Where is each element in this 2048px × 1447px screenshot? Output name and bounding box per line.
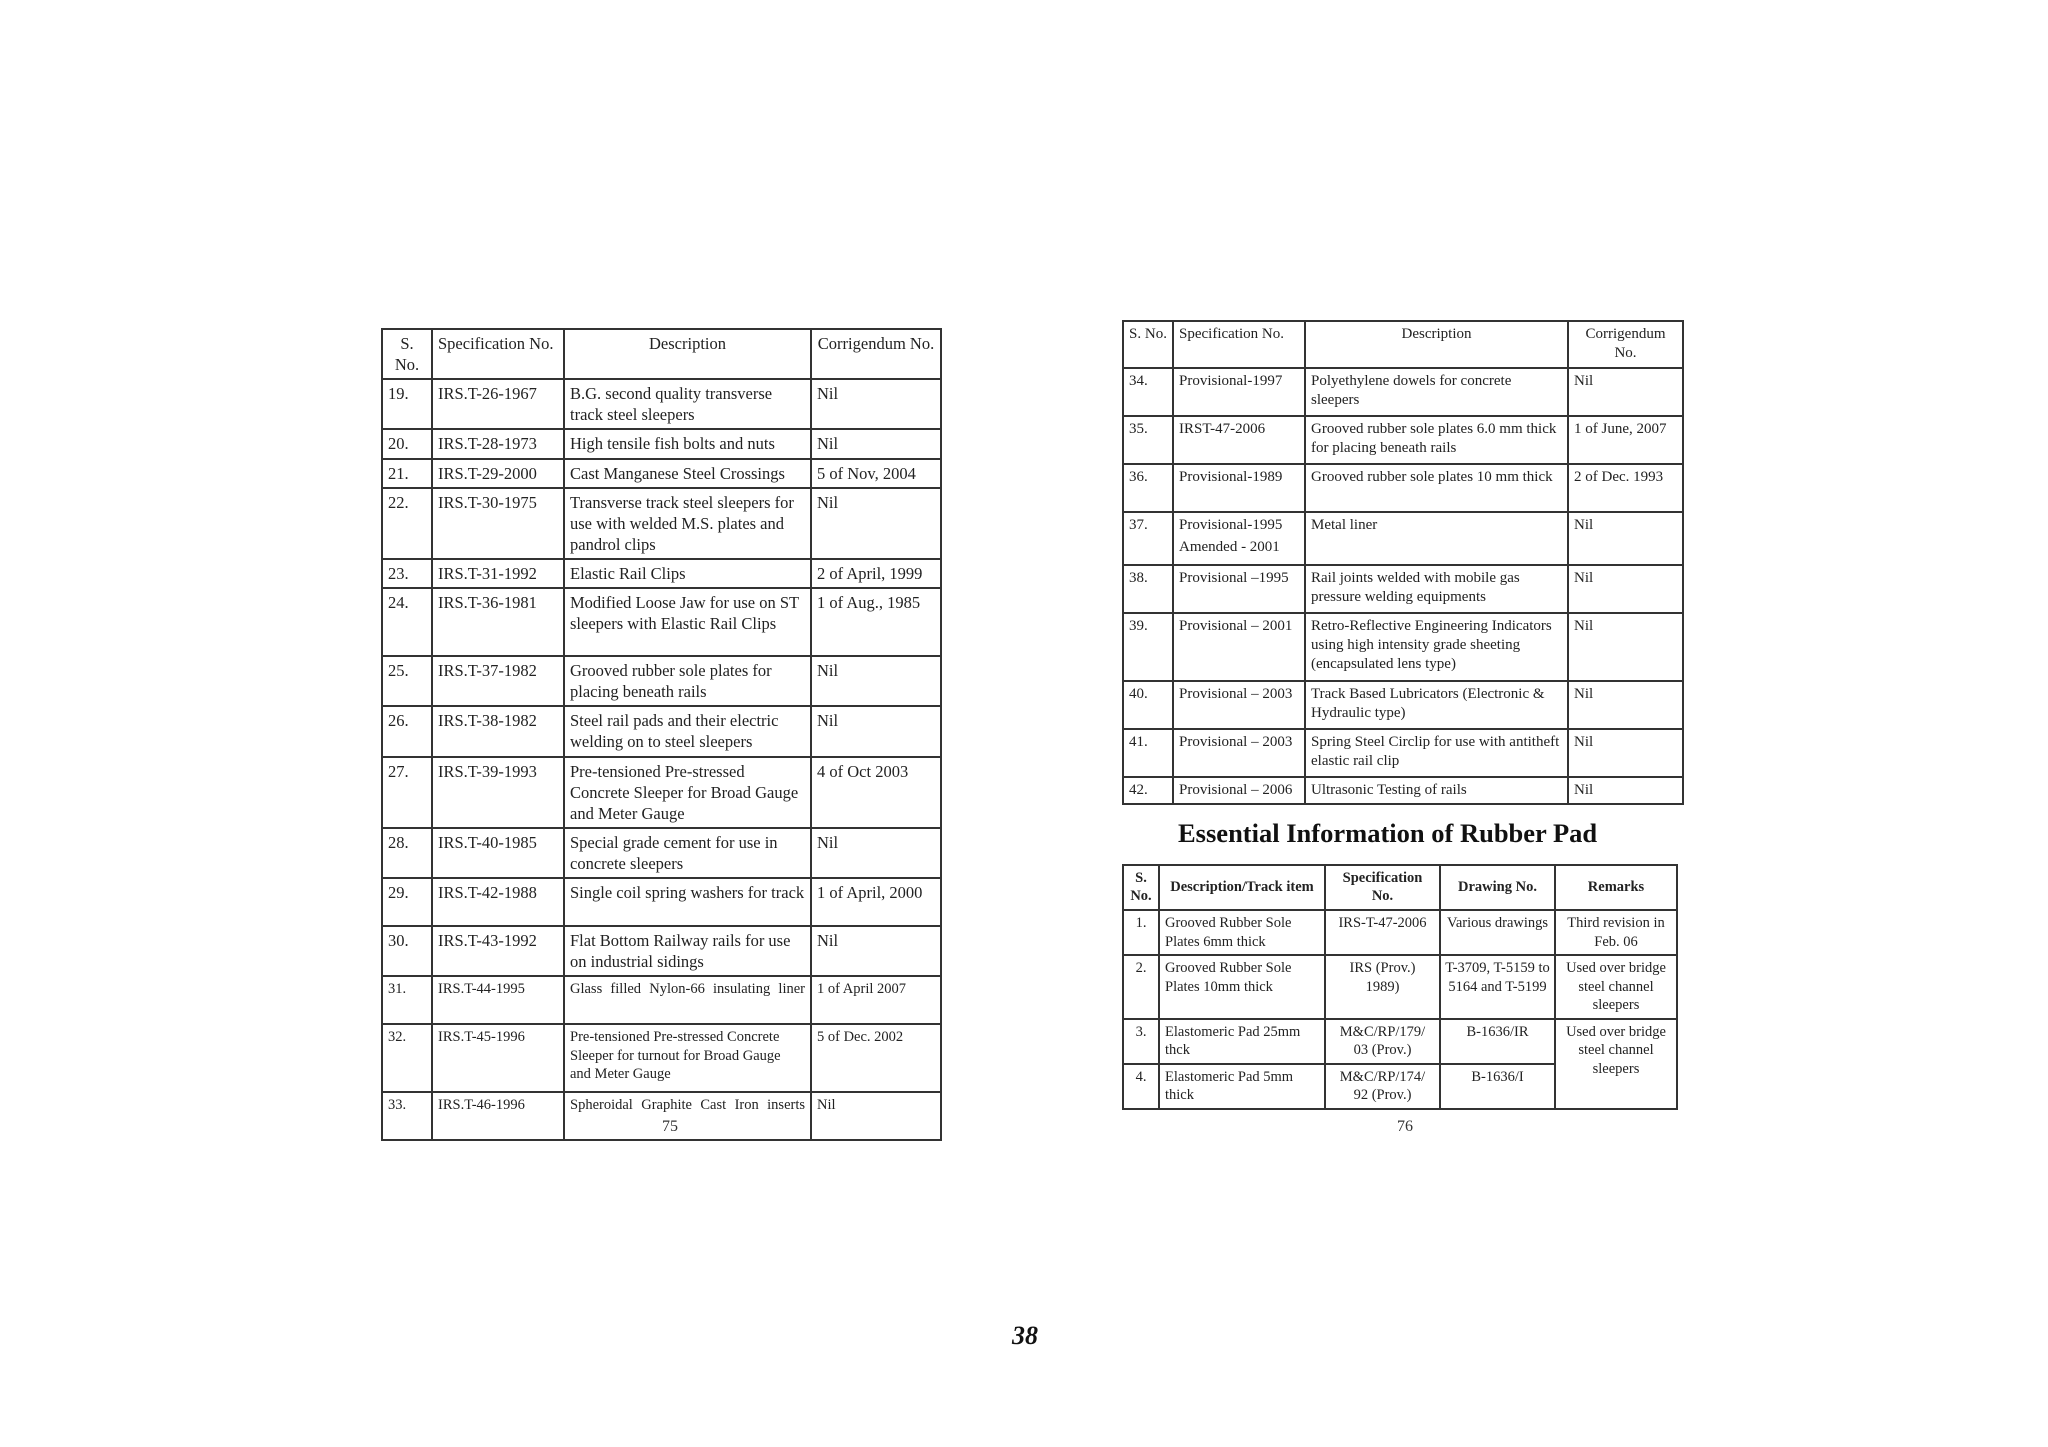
cell-sno: 28. [382,828,432,878]
cell-spec: Provisional – 2001 [1173,613,1305,681]
cell-desc: Modified Loose Jaw for use on ST sleepers with Elastic Rail Clips [564,588,811,656]
table-row [382,656,941,706]
cell-spec: Provisional –1995 [1173,565,1305,613]
table-header-row [1123,865,1677,910]
cell-sno: 40. [1123,681,1173,729]
cell-desc: Cast Manganese Steel Crossings [564,459,811,488]
cell-spec: IRS.T-44-1995 [432,976,564,1024]
header-corrigendum: Corrigendum No. [1568,321,1683,368]
cell-remarks: Third revision in Feb. 06 [1555,910,1677,955]
cell-spec [1173,512,1305,565]
spec-table-right [1122,320,1684,805]
table-row [1123,464,1683,512]
cell-desc: Retro-Reflective Engineering Indicators using high intensity grade sheeting (encapsulated lens type) [1305,613,1568,681]
cell-corr: 1 of April, 2000 [811,878,941,926]
amended-text: Amended - 2001 [1179,539,1280,556]
cell-spec: IRS-T-47-2006 [1325,910,1440,955]
cell-sno: 38. [1123,565,1173,613]
cell-remarks: Used over bridge steel channel sleepers [1555,955,1677,1019]
page-number-right: 76 [1397,1118,1413,1135]
sheet-number: 38 [1012,1321,1038,1350]
cell-spec: IRS.T-37-1982 [432,656,564,706]
cell-sno: 23. [382,559,432,588]
cell-corr: 1 of June, 2007 [1568,416,1683,464]
cell-spec: IRS.T-38-1982 [432,706,564,756]
header-description: Description/Track item [1159,865,1325,910]
table-row [382,429,941,458]
cell-desc: Grooved rubber sole plates 10 mm thick [1305,464,1568,512]
table-row [382,379,941,429]
cell-sno: 20. [382,429,432,458]
table-row [1123,416,1683,464]
cell-spec: IRST-47-2006 [1173,416,1305,464]
cell-spec: IRS.T-42-1988 [432,878,564,926]
cell-desc: Special grade cement for use in concrete sleepers [564,828,811,878]
table-row [382,706,941,756]
table-row [1123,368,1683,416]
cell-desc: Elastic Rail Clips [564,559,811,588]
cell-desc: Grooved Rubber Sole Plates 10mm thick [1159,955,1325,1019]
cell-sno: 1. [1123,910,1159,955]
cell-corr: 5 of Dec. 2002 [811,1024,941,1092]
cell-corr: Nil [811,429,941,458]
cell-desc: High tensile fish bolts and nuts [564,429,811,458]
header-corrigendum: Corrigendum No. [811,329,941,379]
cell-desc: Metal liner [1305,512,1568,565]
cell-corr: 5 of Nov, 2004 [811,459,941,488]
header-description: Description [1305,321,1568,368]
cell-spec: M&C/RP/174/ 92 (Prov.) [1325,1064,1440,1109]
table-header-row [382,329,941,379]
cell-sno: 19. [382,379,432,429]
cell-corr: Nil [1568,777,1683,804]
cell-desc: Rail joints welded with mobile gas pressure welding equipments [1305,565,1568,613]
cell-sno: 27. [382,757,432,828]
cell-sno: 33. [382,1092,432,1140]
cell-desc: Flat Bottom Railway rails for use on industrial sidings [564,926,811,976]
header-spec-no: Specification No. [1325,865,1440,910]
table-row [382,559,941,588]
header-sno: S. No. [1123,865,1159,910]
cell-corr: 1 of Aug., 1985 [811,588,941,656]
table-row [1123,729,1683,777]
cell-sno: 24. [382,588,432,656]
cell-desc: Single coil spring washers for track [564,878,811,926]
cell-spec: IRS.T-39-1993 [432,757,564,828]
table-row [1123,777,1683,804]
cell-remarks: Used over bridge steel channel sleepers [1555,1019,1677,1109]
cell-desc: Pre-tensioned Pre-stressed Concrete Sleeper for Broad Gauge and Meter Gauge [564,757,811,828]
cell-desc: Elastomeric Pad 5mm thick [1159,1064,1325,1109]
cell-desc: Spring Steel Circlip for use with antitheft elastic rail clip [1305,729,1568,777]
cell-desc: Pre-tensioned Pre-stressed Concrete Sleeper for turnout for Broad Gauge and Meter Gauge [564,1024,811,1092]
table-row [382,588,941,656]
cell-sno: 30. [382,926,432,976]
cell-sno: 32. [382,1024,432,1092]
table-row [382,878,941,926]
cell-sno: 21. [382,459,432,488]
cell-spec: Provisional-1989 [1173,464,1305,512]
cell-sno: 42. [1123,777,1173,804]
cell-spec: Provisional – 2003 [1173,729,1305,777]
header-description: Description [564,329,811,379]
cell-spec: Provisional-1997 [1173,368,1305,416]
cell-corr: 1 of April 2007 [811,976,941,1024]
cell-sno: 31. [382,976,432,1024]
cell-spec: Provisional – 2006 [1173,777,1305,804]
cell-corr: Nil [811,1092,941,1140]
page-number-left: 75 [662,1118,678,1135]
spec-text: Provisional-1995 [1179,517,1283,533]
cell-sno: 3. [1123,1019,1159,1064]
cell-sno: 29. [382,878,432,926]
cell-corr: Nil [811,379,941,429]
cell-corr: Nil [811,488,941,559]
cell-desc: Spheroidal Graphite Cast Iron inserts [564,1092,811,1140]
table-row [1123,910,1677,955]
cell-corr: Nil [1568,512,1683,565]
cell-drawing: T-3709, T-5159 to 5164 and T-5199 [1440,955,1555,1019]
header-sno: S. No. [1123,321,1173,368]
cell-spec: IRS.T-26-1967 [432,379,564,429]
cell-drawing: B-1636/IR [1440,1019,1555,1064]
header-remarks: Remarks [1555,865,1677,910]
cell-spec: IRS.T-43-1992 [432,926,564,976]
table-row [382,1024,941,1092]
cell-sno: 4. [1123,1064,1159,1109]
table-row [1123,512,1683,565]
cell-corr: Nil [811,706,941,756]
cell-sno: 35. [1123,416,1173,464]
header-spec-no: Specification No. [1173,321,1305,368]
cell-spec: IRS (Prov.) 1989) [1325,955,1440,1019]
cell-desc: Grooved rubber sole plates 6.0 mm thick for placing beneath rails [1305,416,1568,464]
table-row [1123,1019,1677,1064]
table-row [1123,613,1683,681]
cell-corr: Nil [811,828,941,878]
rubber-pad-table [1122,864,1678,1110]
cell-desc: Grooved Rubber Sole Plates 6mm thick [1159,910,1325,955]
cell-spec: IRS.T-31-1992 [432,559,564,588]
cell-corr: Nil [1568,368,1683,416]
cell-corr: 2 of Dec. 1993 [1568,464,1683,512]
cell-spec: M&C/RP/179/ 03 (Prov.) [1325,1019,1440,1064]
cell-corr: 2 of April, 1999 [811,559,941,588]
cell-sno: 34. [1123,368,1173,416]
spec-table-left [381,328,942,1141]
cell-desc: Grooved rubber sole plates for placing beneath rails [564,656,811,706]
header-drawing-no: Drawing No. [1440,865,1555,910]
section-title: Essential Information of Rubber Pad [1178,818,1598,848]
cell-spec: IRS.T-36-1981 [432,588,564,656]
table-row [382,488,941,559]
table-row [382,757,941,828]
cell-corr: Nil [1568,729,1683,777]
cell-corr: Nil [811,656,941,706]
cell-sno: 2. [1123,955,1159,1019]
cell-spec: IRS.T-28-1973 [432,429,564,458]
cell-spec: IRS.T-29-2000 [432,459,564,488]
cell-desc: Steel rail pads and their electric welding on to steel sleepers [564,706,811,756]
table-row [1123,565,1683,613]
cell-drawing: Various drawings [1440,910,1555,955]
table-row [1123,955,1677,1019]
cell-spec: IRS.T-30-1975 [432,488,564,559]
cell-spec: IRS.T-45-1996 [432,1024,564,1092]
table-row [382,828,941,878]
cell-corr: Nil [1568,613,1683,681]
cell-desc: Ultrasonic Testing of rails [1305,777,1568,804]
cell-desc: Polyethylene dowels for concrete sleepers [1305,368,1568,416]
table-row [382,976,941,1024]
cell-sno: 37. [1123,512,1173,565]
cell-sno: 41. [1123,729,1173,777]
cell-sno: 25. [382,656,432,706]
cell-corr: Nil [811,926,941,976]
cell-sno: 36. [1123,464,1173,512]
table-header-row [1123,321,1683,368]
cell-spec: IRS.T-46-1996 [432,1092,564,1140]
cell-sno: 22. [382,488,432,559]
cell-desc: Transverse track steel sleepers for use with welded M.S. plates and pandrol clips [564,488,811,559]
header-spec-no: Specification No. [432,329,564,379]
table-row [1123,681,1683,729]
cell-corr: Nil [1568,565,1683,613]
cell-drawing: B-1636/I [1440,1064,1555,1109]
cell-corr: 4 of Oct 2003 [811,757,941,828]
cell-corr: Nil [1568,681,1683,729]
cell-desc: Elastomeric Pad 25mm thck [1159,1019,1325,1064]
cell-desc: Track Based Lubricators (Electronic & Hydraulic type) [1305,681,1568,729]
cell-sno: 26. [382,706,432,756]
table-row [382,459,941,488]
cell-spec: IRS.T-40-1985 [432,828,564,878]
cell-desc: Glass filled Nylon-66 insulating liner [564,976,811,1024]
cell-sno: 39. [1123,613,1173,681]
header-sno: S. No. [382,329,432,379]
table-row [382,926,941,976]
cell-desc: B.G. second quality transverse track steel sleepers [564,379,811,429]
cell-spec: Provisional – 2003 [1173,681,1305,729]
